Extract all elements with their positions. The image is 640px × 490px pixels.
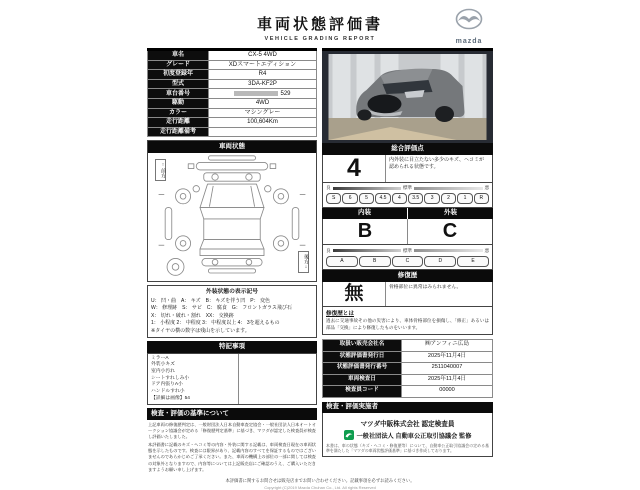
info-value: R4 — [209, 70, 317, 80]
list-item: 室内小汚れ — [151, 368, 175, 374]
info-label: カラー — [148, 108, 209, 118]
list-item: ハンドルすれ小 — [151, 389, 185, 395]
scale-pill: R — [474, 193, 489, 204]
left-column — [147, 48, 317, 475]
sub-grade-headers — [322, 208, 493, 220]
repair-definition-text: 過去に交通事故その他の災害により、車体骨格部位を損傷し、「修正」あるいは部品「交換」により修復したものをいいます。 — [326, 318, 489, 330]
dealer-value: ㈱アンフィニ広島 — [402, 340, 493, 352]
scale-pill: S — [326, 193, 341, 204]
page-title: 車両状態評価書 — [256, 16, 383, 33]
table-row — [148, 89, 317, 99]
info-label: グレード — [148, 60, 209, 70]
dealer-value: 2025年11月4日 — [402, 351, 493, 363]
overall-grade-score: 4 — [323, 155, 386, 182]
list-item: ドア内張りA小 — [151, 382, 183, 388]
table-row — [148, 98, 317, 108]
exterior-symbol-legend — [147, 285, 317, 338]
front-direction-label: ↑前方 — [155, 159, 166, 181]
table-row — [148, 127, 317, 137]
scale-standard-label: 標準 — [403, 185, 412, 190]
scale-pill: A — [326, 256, 358, 267]
dealer-value: 2025年11月4日 — [402, 374, 493, 386]
info-value: CX-5 4WD — [209, 50, 317, 61]
table-row — [148, 70, 317, 80]
scale-pill: 1 — [457, 193, 472, 204]
info-label: 型式 — [148, 79, 209, 89]
dealer-label: 状態評価書発行番号 — [323, 363, 402, 375]
scale-gradient-right — [414, 249, 483, 252]
table-row — [148, 79, 317, 89]
dealer-label: 状態評価書発行日 — [323, 351, 402, 363]
right-column — [322, 48, 493, 457]
scale-pill: 5 — [359, 193, 374, 204]
table-row — [323, 363, 493, 375]
info-label: 車台番号 — [148, 89, 209, 99]
dealer-label: 車両検査日 — [323, 374, 402, 386]
table-row — [323, 351, 493, 363]
criteria-paragraph-2: 本評価書に記載のキズ・ヘコミ等の内容・外装に関する記載は、車両検査日現在の車両状態を示したものです。検査には限界があり、記載内容のすべてを保証するものではございませんのであらかじめご了承ください。また、車両の機構上の部位の一部に関しては検査の対象外となりますので、内容等については上記販売店にご確認のうえ、ご購入いただきますようお願い申し上げます。 — [148, 442, 316, 472]
condition-header: 車両状態 — [148, 141, 316, 153]
overall-grade-row — [322, 155, 493, 183]
inspector-company: マツダ中販株式会社 認定検査員 — [360, 421, 455, 429]
criteria-paragraph-1: 上記車両の修復歴判定は、一般財団法人日本自動車査定協会・一般社団法人日本オートオークション協議会が定める「修復歴判定基準」に基づき、マツダが認定した検査員が検査し評価いたしました。 — [148, 421, 316, 440]
report-header — [147, 8, 493, 46]
info-value: 3DA-KF2P — [209, 79, 317, 89]
repair-definition-title: 修復歴とは — [326, 310, 354, 317]
table-row — [148, 50, 317, 61]
repair-history-note: 骨格部位に異常はみられません。 — [389, 284, 462, 290]
scale-pill: 3 — [424, 193, 439, 204]
scale-gradient-left — [333, 249, 402, 252]
info-label: 走行距離備考 — [148, 127, 209, 137]
dealer-info-table — [322, 339, 493, 398]
legend-line: X： 切れ・破れ・割れ XX： 交換跡 — [151, 312, 234, 319]
scale-pill: 3.5 — [408, 193, 423, 204]
overall-grade-header: 総合評価点 — [322, 143, 493, 155]
repair-definition-box — [322, 307, 493, 336]
condition-section — [147, 140, 317, 282]
rear-direction-label: 後方↓ — [298, 251, 309, 273]
mazda-wordmark: mazda — [455, 38, 483, 45]
scale-pill: E — [457, 256, 489, 267]
dealer-label: 検査員コード — [323, 386, 402, 398]
dealer-value: 00000 — [402, 386, 493, 398]
info-value: 4WD — [209, 98, 317, 108]
legend-title: 外装状態の表示記号 — [205, 288, 259, 295]
scale-pill: C — [392, 256, 424, 267]
scale-pill: B — [359, 256, 391, 267]
table-row — [148, 118, 317, 128]
inspector-header: 検査・評価実施者 — [322, 402, 493, 414]
overall-grade-scale — [322, 183, 493, 208]
table-row — [148, 60, 317, 70]
legend-line: U： 凹・曲 A： キズ B： キズを伴う凹 P： 変色 — [151, 297, 270, 304]
info-label: 初度登録年 — [148, 70, 209, 80]
scale-bad-label: 悪 — [484, 247, 489, 253]
chassis-suffix: 529 — [280, 90, 291, 97]
list-item: シートすれしみ小 — [151, 375, 190, 381]
sub-grade-values — [322, 219, 493, 245]
interior-grade-value: B — [323, 219, 408, 244]
special-notes-empty-column — [239, 354, 316, 405]
inspector-box — [322, 413, 493, 457]
sub-grade-scale — [322, 245, 493, 270]
dealer-value: 2511040007 — [402, 363, 493, 375]
footer-note: 本評価書に関するお問合せは販売店までお問い合わせください。記載事項を必ずお読みください。 — [225, 477, 415, 483]
dealer-label: 取扱い販売会社名 — [323, 340, 402, 352]
page-subtitle: VEHICLE GRADING REPORT — [264, 36, 376, 42]
vehicle-info-table — [147, 48, 317, 137]
scale-gradient-right — [414, 187, 483, 190]
legend-line: 1： 小程度 2： 中程度 3： 中程度以上 4： 3を超えるもの — [151, 320, 280, 327]
info-value: XDスマートエディション — [209, 60, 317, 70]
vehicle-photo-image — [325, 54, 490, 140]
table-row — [323, 374, 493, 386]
scale-pill: 6 — [342, 193, 357, 204]
scale-pill: 2 — [441, 193, 456, 204]
vehicle-photo — [322, 48, 493, 143]
criteria-section — [147, 408, 317, 472]
scale-good-label: 良 — [326, 247, 331, 253]
scale-pill: 4.5 — [375, 193, 390, 204]
scale-standard-label: 標準 — [403, 247, 412, 253]
info-label: 駆動 — [148, 98, 209, 108]
info-value-masked — [209, 89, 317, 99]
fair-trade-council-icon — [344, 430, 354, 440]
overall-scale-pills — [326, 193, 489, 204]
info-label: 車名 — [148, 50, 209, 61]
copyright: Copyright (C)2019 Mazda Chuhan Co., Ltd. All rights Reserved — [264, 484, 376, 490]
scale-gradient-left — [333, 187, 402, 190]
inspector-note: 本書は、車の状態（キズ・ヘコミ・修復歴等）について、自動車公正取引協議会の定める基準を満たした「マツダの車両状態評価基準」に基づき作成しております。 — [326, 442, 489, 454]
list-item: 【詳細は画像】54 — [151, 395, 190, 401]
vehicle-grading-report — [147, 8, 493, 490]
table-row — [148, 108, 317, 118]
special-notes-list — [148, 354, 239, 405]
repair-history-row — [322, 282, 493, 307]
car-diagram-svg — [148, 153, 316, 281]
scale-pill: D — [424, 256, 456, 267]
exterior-grade-value: C — [442, 220, 458, 242]
special-notes-box — [147, 353, 317, 406]
scale-bad-label: 悪 — [484, 185, 489, 190]
info-value — [209, 127, 317, 137]
legend-line: W： 修理跡 S： サビ C： 腐食 G： フロントガラス飛び石 — [151, 305, 292, 312]
table-row — [323, 340, 493, 352]
info-value: マシングレー — [209, 108, 317, 118]
scale-pill: 4 — [392, 193, 407, 204]
scale-good-label: 良 — [326, 185, 331, 190]
table-row — [323, 386, 493, 398]
car-condition-diagram — [148, 153, 316, 281]
mazda-logo-icon — [447, 8, 491, 45]
interior-header: 内装 — [322, 208, 407, 220]
info-label: 走行距離 — [148, 118, 209, 128]
redaction-box — [234, 91, 278, 96]
repair-history-header: 修復歴 — [322, 270, 493, 282]
special-notes-header: 特記事項 — [147, 341, 317, 353]
criteria-header: 検査・評価の基準について — [147, 408, 317, 420]
info-value: 100,604Km — [209, 118, 317, 128]
inspector-supervisor: 一般社団法人 自動車公正取引協議会 監修 — [356, 432, 472, 440]
repair-history-value: 無 — [323, 282, 386, 306]
legend-line: ※タイヤの横の数字は残山を示しています。 — [151, 327, 250, 334]
list-item: 外装小キズ — [151, 362, 175, 368]
sub-grade-scale-pills — [326, 256, 489, 267]
exterior-header: 外装 — [407, 208, 493, 220]
list-item: ミラーA — [151, 355, 169, 361]
overall-grade-description: 内外装に目立たない多少のキズ、ヘコミが認められる状態です。 — [389, 156, 485, 170]
